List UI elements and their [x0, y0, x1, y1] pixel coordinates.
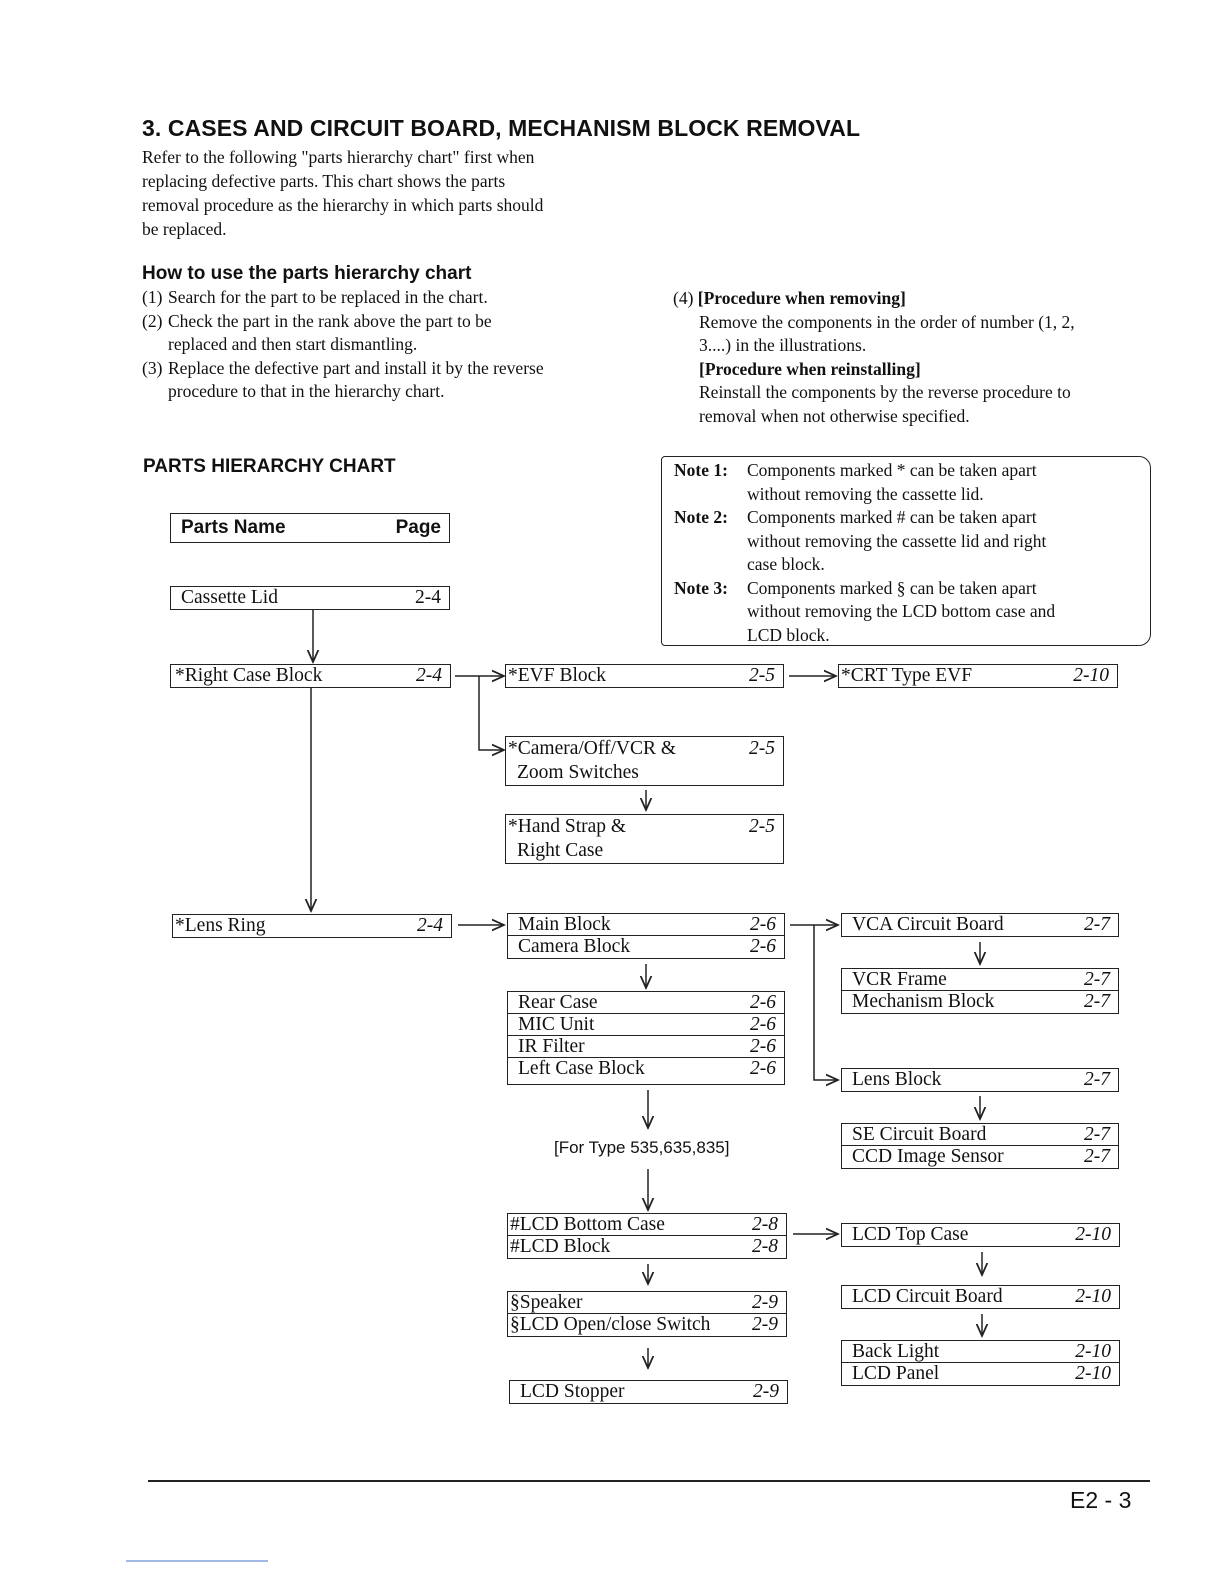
part-camera-switches: *Camera/Off/VCR & 2-5 Zoom Switches	[505, 736, 784, 786]
group-vcr-frame: VCR Frame 2-7 Mechanism Block 2-7	[841, 968, 1119, 1014]
part-evf-block: *EVF Block 2-5	[505, 664, 784, 688]
section-title: 3. CASES AND CIRCUIT BOARD, MECHANISM BLOCK REMOVAL	[142, 115, 861, 141]
part-lens-ring: *Lens Ring 2-4	[172, 914, 452, 938]
part-lcd-stopper: LCD Stopper 2-9	[509, 1380, 788, 1404]
intro-line: removal procedure as the hierarchy in which parts should	[142, 195, 544, 215]
chart-header	[170, 513, 450, 543]
chart-heading: PARTS HIERARCHY CHART	[143, 456, 396, 477]
header-page: Page	[395, 517, 441, 538]
type-note: [For Type 535,635,835]	[554, 1138, 730, 1157]
removing-title: [Procedure when removing]	[697, 288, 906, 308]
step-4: (4) [Procedure when removing] Remove the components in the order of number (1, 2, 3....) in the illustrations. [Procedure when reinstalling] Reinstall the components by the reverse procedure to removal when not otherwise specified.	[673, 288, 1075, 426]
group-se-circuit-board: SE Circuit Board 2-7 CCD Image Sensor 2-7	[841, 1123, 1119, 1169]
reinstall-title: [Procedure when reinstalling]	[699, 358, 921, 379]
part-right-case-block: *Right Case Block 2-4	[170, 664, 451, 688]
group-rear-case: Rear Case 2-6 MIC Unit 2-6 IR Filter 2-6 Left Case Block 2-6	[507, 991, 785, 1085]
part-lcd-top-case: LCD Top Case 2-10	[841, 1223, 1120, 1247]
intro-line: be replaced.	[142, 219, 227, 239]
arrow-rightcase-to-switches	[479, 676, 504, 750]
part-vca-circuit-board: VCA Circuit Board 2-7	[841, 913, 1119, 937]
note-2: Note 2: Components marked # can be taken apart without removing the cassette lid and right case block.	[674, 507, 1047, 574]
step-3: (3) Replace the defective part and install it by the reverse	[142, 357, 544, 378]
intro-line: Refer to the following "parts hierarchy chart" first when	[142, 147, 535, 167]
header-parts-name: Parts Name	[181, 517, 286, 538]
group-main-block: Main Block 2-6 Camera Block 2-6	[507, 913, 785, 959]
group-speaker: §Speaker 2-9 §LCD Open/close Switch 2-9	[507, 1291, 787, 1337]
group-back-light: Back Light 2-10 LCD Panel 2-10	[841, 1340, 1120, 1386]
note-1: Note 1: Components marked * can be taken apart without removing the cassette lid.	[674, 460, 1037, 504]
part-crt-type-evf: *CRT Type EVF 2-10	[838, 664, 1118, 688]
part-lcd-circuit-board: LCD Circuit Board 2-10	[841, 1285, 1120, 1309]
step-2-cont: replaced and then start dismantling.	[168, 334, 418, 354]
note-3: Note 3: Components marked § can be taken apart without removing the LCD bottom case and LCD block.	[674, 577, 1056, 645]
step-2: (2) Check the part in the rank above the part to be	[142, 310, 492, 331]
how-to-heading: How to use the parts hierarchy chart	[142, 263, 472, 284]
step-1: (1) Search for the part to be replaced in the chart.	[142, 287, 488, 307]
part-lens-block: Lens Block 2-7	[841, 1068, 1119, 1092]
step-3-cont: procedure to that in the hierarchy chart.	[168, 381, 445, 401]
part-hand-strap: *Hand Strap & 2-5 Right Case	[505, 814, 784, 864]
page-number: E2 - 3	[1070, 1487, 1132, 1513]
intro-line: replacing defective parts. This chart shows the parts	[142, 171, 506, 191]
group-lcd-bottom: #LCD Bottom Case 2-8 #LCD Block 2-8	[507, 1213, 787, 1259]
arrow-main-to-lensblock	[814, 925, 838, 1080]
part-cassette-lid: Cassette Lid 2-4	[170, 586, 450, 610]
